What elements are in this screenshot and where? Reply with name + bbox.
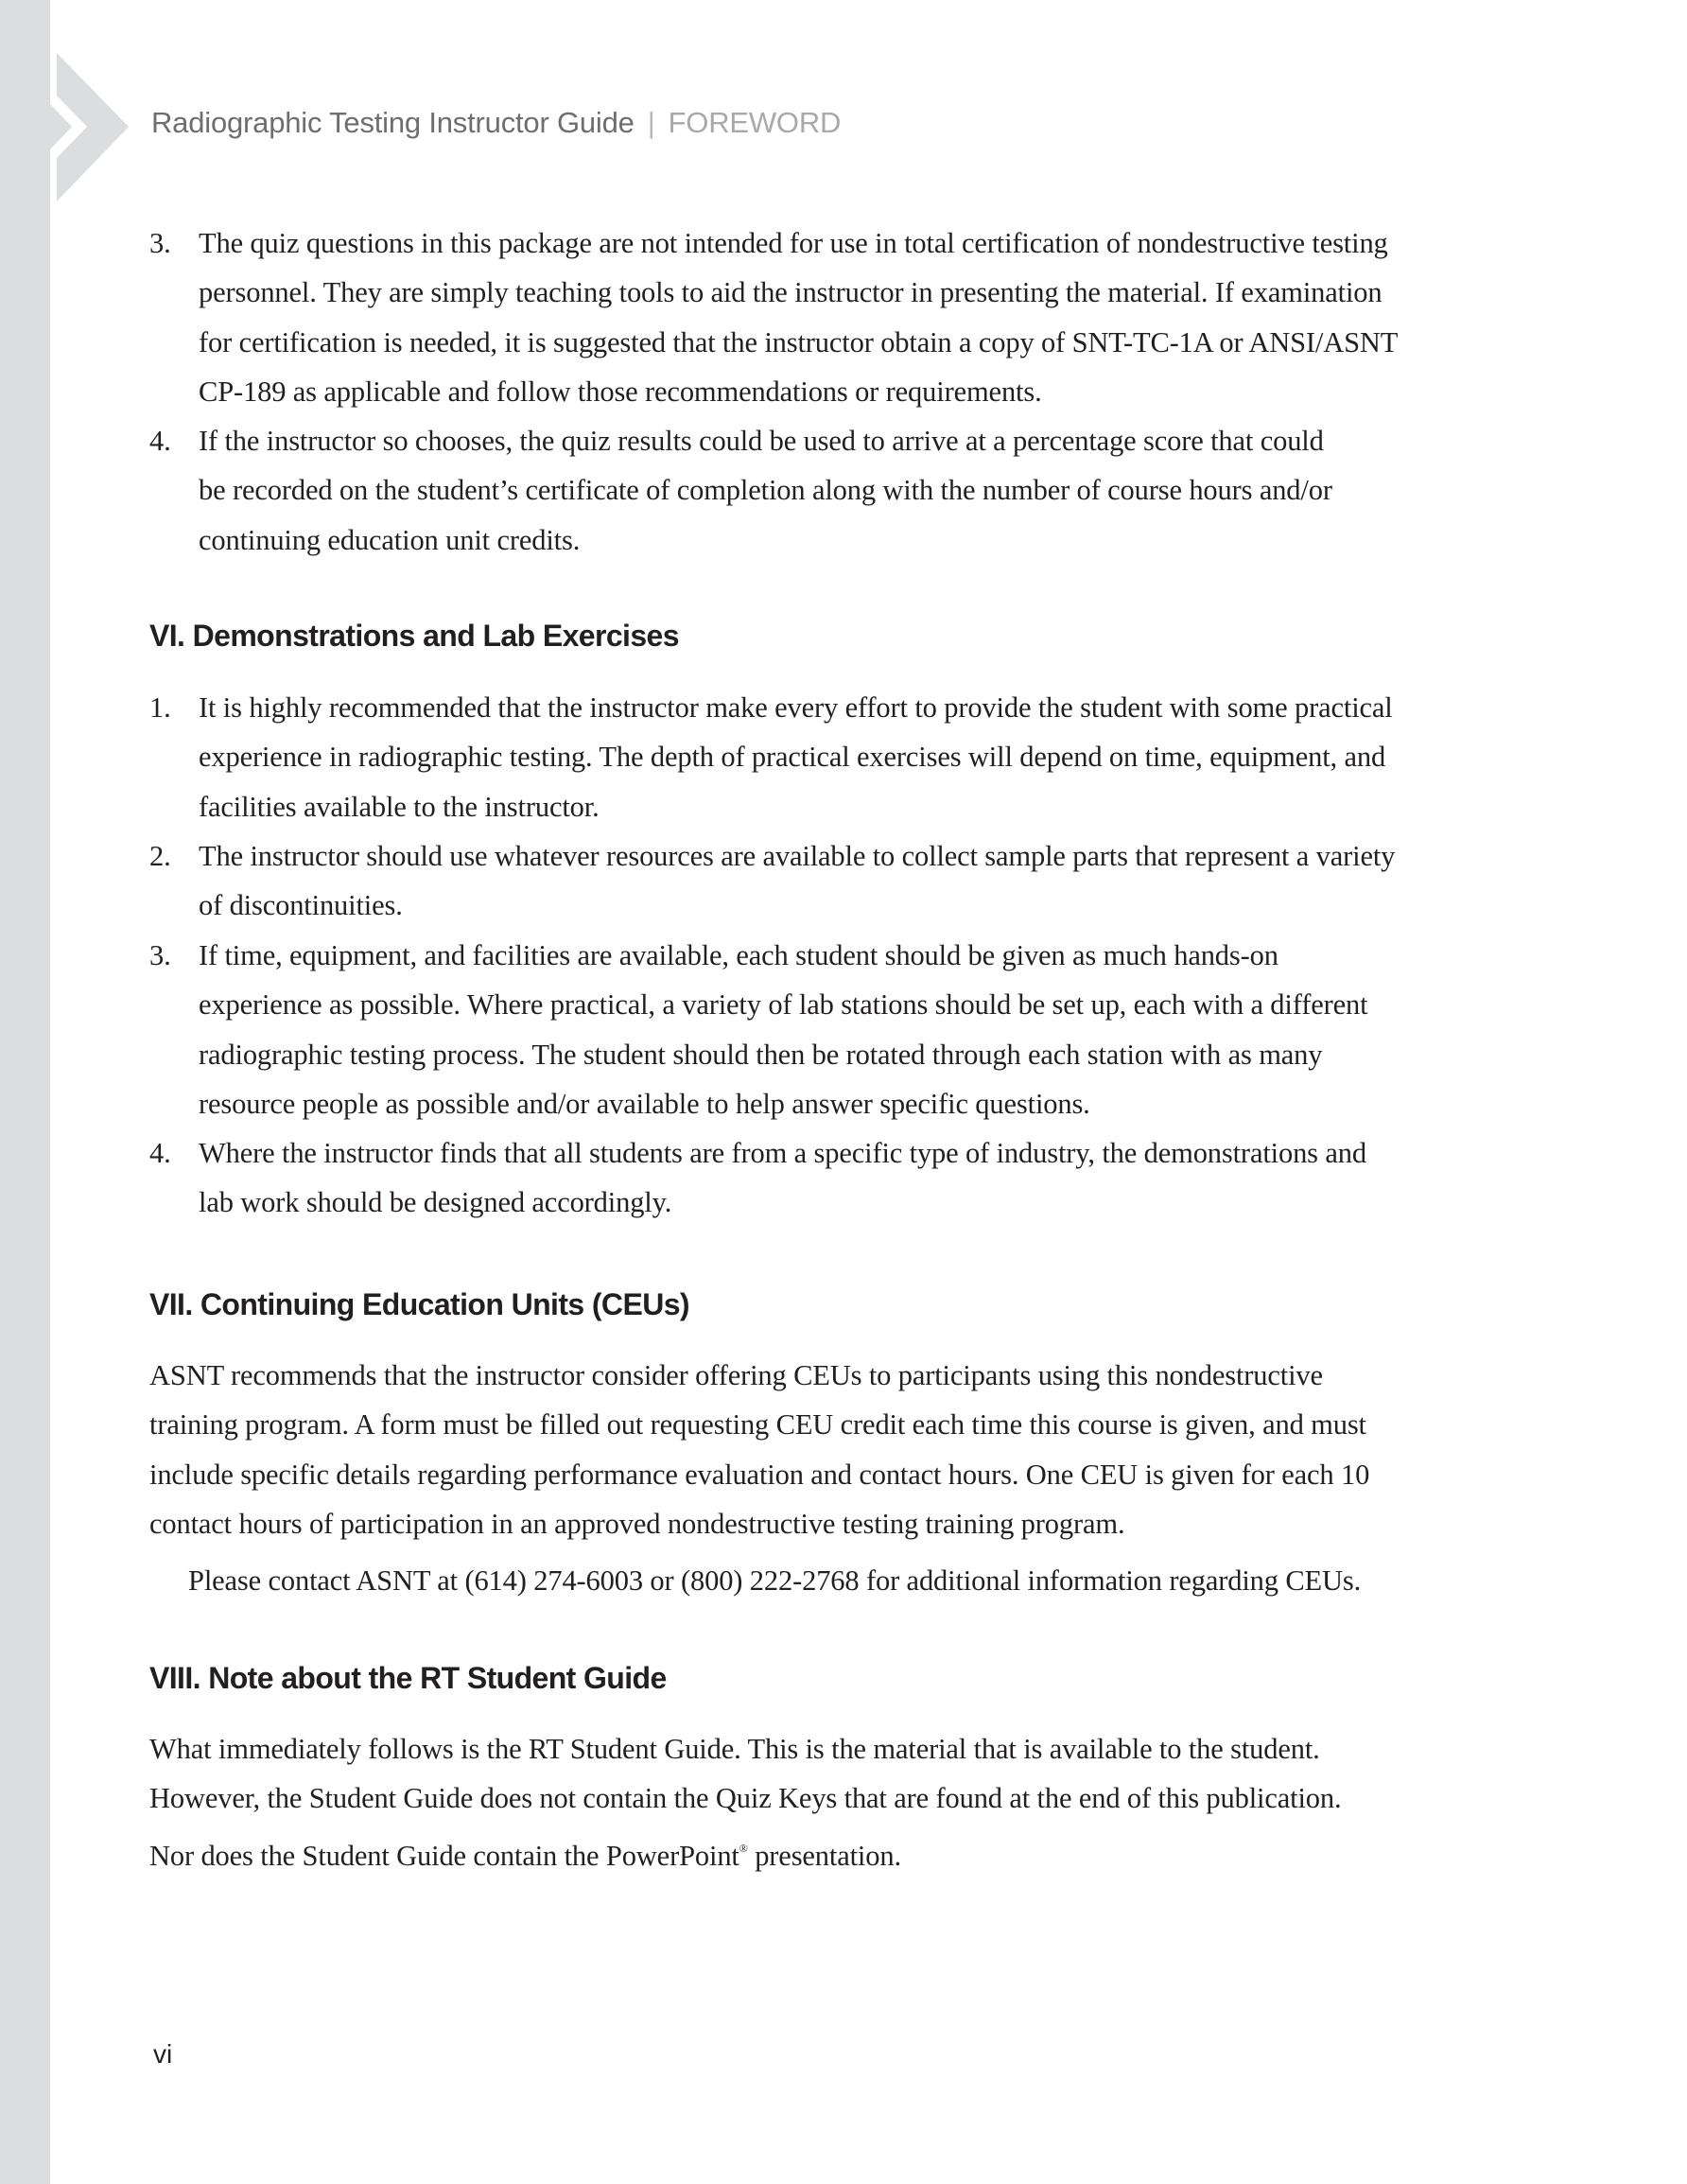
text-line [149,1824,1341,1873]
text-line: resource people as possible and/or available to help answer specific questions. [199,1088,1090,1121]
ceu-contact-paragraph [188,1556,1361,1605]
list-number: 4. [149,425,171,457]
text-line: If time, equipment, and facilities are available, each student should be given as much hands-on [199,939,1278,971]
text-line: of discontinuities. [199,889,403,922]
text-line: What immediately follows is the RT Student Guide. This is the material that is available to the student. [149,1733,1320,1765]
list-number: 1. [149,691,171,724]
list-number: 3. [149,939,171,971]
text-line: training program. A form must be filled out requesting CEU credit each time this course is given, and must [149,1408,1366,1441]
section-heading-vi: VI. Demonstrations and Lab Exercises [149,619,679,653]
text-line: for certification is needed, it is suggested that the instructor obtain a copy of SNT-TC-1A or ANSI/ASNT [199,325,1399,358]
page-number: vi [153,2039,173,2069]
chevron-right-icon [0,0,151,227]
list-number: 4. [149,1137,171,1169]
running-header [151,104,841,142]
page-margin-bar [0,0,50,2184]
text-fragment: presentation. [747,1839,901,1872]
ceu-paragraph [149,1351,1369,1549]
text-line: personnel. They are simply teaching tools to aid the instructor in presenting the material. If examination [199,276,1383,309]
text-line: ASNT recommends that the instructor consider offering CEUs to participants using this nondestructive [149,1359,1323,1391]
header-section: FOREWORD [668,106,842,139]
text-line: If the instructor so chooses, the quiz results could be used to arrive at a percentage score that could [199,425,1324,457]
header-separator: | [647,106,655,139]
list-number: 3. [149,227,171,259]
section-heading-viii: VIII. Note about the RT Student Guide [149,1661,667,1695]
text-line: lab work should be designed accordingly. [199,1186,672,1219]
text-line: be recorded on the student’s certificate of completion along with the number of course hours and/or [199,474,1332,507]
text-line: It is highly recommended that the instructor make every effort to provide the student with some practical [199,691,1393,724]
text-line: experience in radiographic testing. The depth of practical exercises will depend on time, equipment, and [199,741,1386,774]
header-title: Radiographic Testing Instructor Guide [151,106,635,139]
text-line: Where the instructor finds that all students are from a specific type of industry, the demonstrations and [199,1137,1366,1169]
text-line: CP-189 as applicable and follow those recommendations or requirements. [199,376,1042,409]
text-fragment: Nor does the Student Guide contain the PowerPoint [149,1839,739,1872]
text-line: contact hours of participation in an approved nondestructive testing training program. [149,1508,1125,1541]
section-heading-vii: VII. Continuing Education Units (CEUs) [149,1287,689,1321]
registered-trademark-mark: ® [739,1841,748,1855]
contact-line: Please contact ASNT at (614) 274-6003 or (800) 222-2768 for additional information regarding CEUs. [188,1564,1362,1597]
text-line: radiographic testing process. The student should then be rotated through each station with as many [199,1038,1323,1071]
text-line: include specific details regarding performance evaluation and contact hours. One CEU is given for each 10 [149,1458,1370,1491]
text-line: facilities available to the instructor. [199,790,600,823]
student-guide-paragraph [149,1724,1341,1873]
text-line: The quiz questions in this package are not intended for use in total certification of nondestructive testing [199,227,1388,259]
list-number: 2. [149,840,171,872]
text-line: However, the Student Guide does not contain the Quiz Keys that are found at the end of this publication. [149,1782,1342,1815]
text-line: The instructor should use whatever resources are available to collect sample parts that represent a variety [199,840,1396,872]
text-line: experience as possible. Where practical, a variety of lab stations should be set up, each with a different [199,988,1368,1022]
text-line: continuing education unit credits. [199,523,581,556]
